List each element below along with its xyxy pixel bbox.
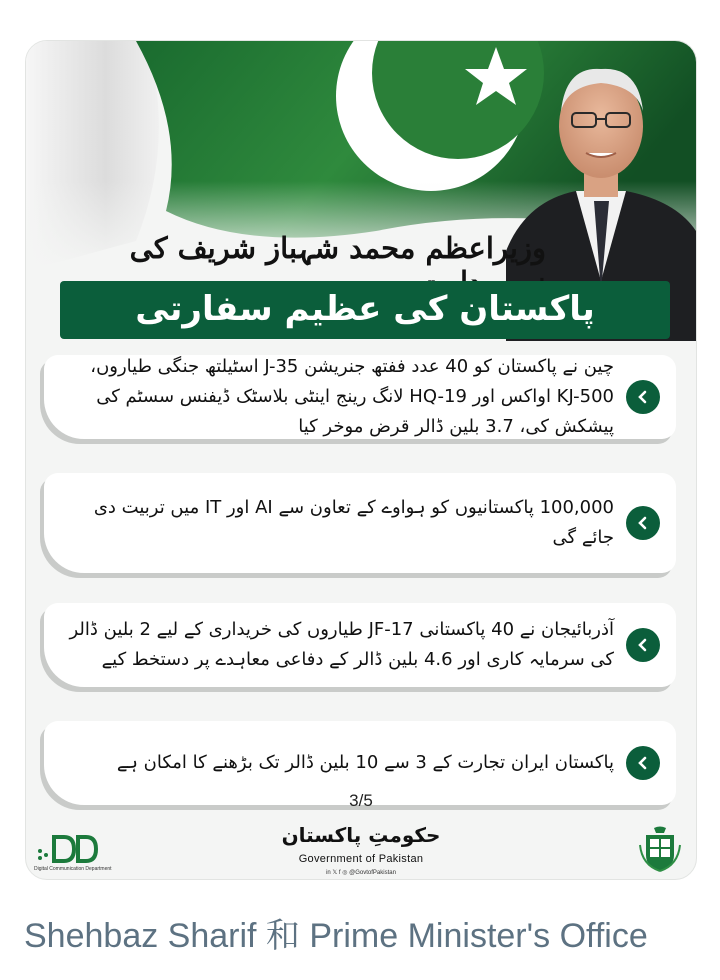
- government-name-urdu: حکومتِ پاکستان: [281, 823, 441, 847]
- list-item-text: چین نے پاکستان کو 40 عدد ففتھ جنریشن J-35 اسٹیلتھ جنگی طیاروں، KJ-500 اواکس اور HQ-19 لانگ رینج اینٹی بلاسٹک ڈیفنس سسٹم کی پیشکش کی، 3.7 بلین ڈالر قرض موخر کیا: [90, 356, 614, 437]
- list-item: [44, 603, 676, 687]
- state-emblem: [638, 825, 682, 873]
- list-item: [44, 473, 676, 573]
- chevron-left-icon: [626, 746, 660, 780]
- social-handle: in 𝕏 f ◎ @GovtofPakistan: [326, 870, 396, 876]
- chevron-left-icon: [626, 628, 660, 662]
- post-subtitle: وزیراعظم محمد شہباز شریف کی: [129, 231, 546, 265]
- hero-section: [26, 41, 696, 341]
- ddd-logo-label: Digital Communication Department: [34, 866, 112, 872]
- post-title-banner: پاکستان کی عظیم سفارتی: [60, 281, 670, 339]
- post-author-caption[interactable]: Shehbaz Sharif 和 Prime Minister's Office: [24, 917, 648, 955]
- chevron-left-icon: [626, 380, 660, 414]
- list-item-text: پاکستان ایران تجارت کے 3 سے 10 بلین ڈالر تک بڑھنے کا امکان ہے: [116, 752, 614, 773]
- government-name-english: Government of Pakistan: [298, 853, 424, 865]
- list-item-text: آذربائیجان نے 40 پاکستانی JF-17 طیاروں کی خریداری کے لیے 2 بلین ڈالر کی سرمایہ کاری اور 4.6 بلین ڈالر کے دفاعی معاہدے پر دستخط کیے: [69, 619, 614, 670]
- chevron-left-icon: [626, 506, 660, 540]
- list-item: [44, 355, 676, 439]
- post-image-card[interactable]: [25, 40, 697, 880]
- list-item-text: 100,000 پاکستانیوں کو ہواوے کے تعاون سے AI اور IT میں تربیت دی جائے گی: [93, 497, 614, 548]
- page-indicator: 3/5: [349, 791, 373, 810]
- social-icons: in 𝕏 f ◎: [326, 870, 350, 876]
